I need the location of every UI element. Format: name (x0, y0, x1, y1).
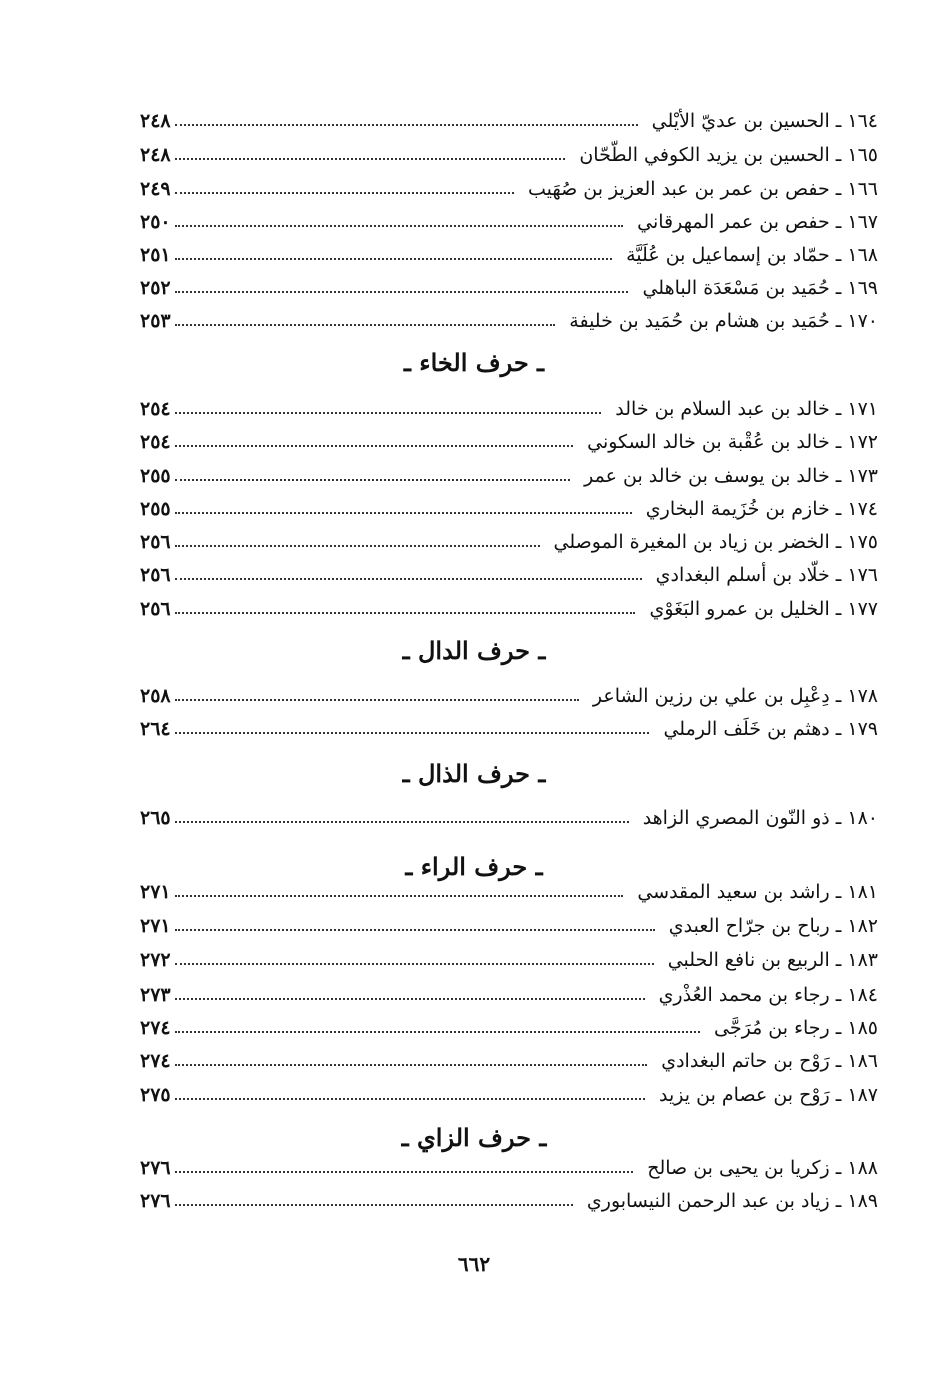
entry-title: ١٨٦ ـ رَوْح بن حاتم البغدادي (661, 1050, 878, 1072)
entry-title: ١٨٨ ـ زكريا بن يحيى بن صالح (647, 1157, 878, 1179)
entry-page-number: ٢٧٥ (140, 1084, 171, 1106)
entry-title: ١٨٠ ـ ذو النّون المصري الزاهد (642, 807, 878, 829)
entry-title: ١٨٣ ـ الربيع بن نافع الحلبي (667, 949, 878, 971)
entry-title: ١٧٨ ـ دِعْبِل بن علي بن رزين الشاعر (592, 685, 878, 707)
dot-leader (175, 192, 514, 194)
index-entry (140, 1013, 878, 1043)
index-entry (140, 494, 878, 524)
entry-title: ١٦٧ ـ حفص بن عمر المهرقاني (637, 211, 878, 233)
entry-title: ١٧٢ ـ خالد بن عُقْبة بن خالد السكوني (587, 431, 878, 453)
index-entry (140, 427, 878, 457)
entry-page-number: ٢٥٥ (140, 465, 171, 487)
index-entry (140, 1153, 878, 1183)
index-entry (140, 174, 878, 204)
index-entry (140, 803, 878, 833)
index-entry (140, 394, 878, 424)
index-entry (140, 140, 878, 170)
index-entry (140, 527, 878, 557)
index-entry (140, 461, 878, 491)
entry-page-number: ٢٧٦ (140, 1190, 171, 1212)
entry-title: ١٨١ ـ راشد بن سعيد المقدسي (637, 881, 878, 903)
index-entry (140, 714, 878, 744)
index-entry (140, 1080, 878, 1110)
entry-title: ١٧٦ ـ خلّاد بن أسلم البغدادي (655, 564, 878, 586)
index-entry (140, 681, 878, 711)
entry-title: ١٦٨ ـ حمّاد بن إسماعيل بن عُلَيَّة (626, 244, 878, 266)
section-heading: ـ حرف الخاء ـ (403, 348, 545, 377)
section-heading: ـ حرف الذال ـ (402, 759, 546, 788)
entry-page-number: ٢٥٢ (140, 277, 171, 299)
section-heading: ـ حرف الراء ـ (405, 852, 543, 881)
index-entry (140, 306, 878, 336)
entry-page-number: ٢٧٢ (140, 949, 171, 971)
dot-leader (175, 612, 636, 614)
entry-title: ١٦٦ ـ حفص بن عمر بن عبد العزيز بن صُهَيب (527, 178, 878, 200)
dot-leader (175, 412, 602, 414)
dot-leader (175, 1098, 645, 1100)
entry-page-number: ٢٥٦ (140, 531, 171, 553)
entry-page-number: ٢٥٥ (140, 498, 171, 520)
index-entry (140, 1046, 878, 1076)
dot-leader (175, 512, 632, 514)
entry-title: ١٨٧ ـ رَوْح بن عصام بن يزيد (659, 1084, 878, 1106)
dot-leader (175, 258, 612, 260)
section-heading: ـ حرف الدال ـ (402, 636, 546, 665)
entry-page-number: ٢٥٠ (140, 211, 171, 233)
index-entry (140, 207, 878, 237)
dot-leader (175, 699, 579, 701)
entry-page-number: ٢٥٣ (140, 310, 171, 332)
dot-leader (175, 998, 645, 1000)
dot-leader (175, 578, 642, 580)
dot-leader (175, 158, 566, 160)
entry-title: ١٧٣ ـ خالد بن يوسف بن خالد بن عمر (584, 465, 878, 487)
entry-title: ١٦٥ ـ الحسين بن يزيد الكوفي الطّحّان (579, 144, 878, 166)
index-entry (140, 980, 878, 1010)
index-entry (140, 240, 878, 270)
dot-leader (175, 895, 624, 897)
entry-title: ١٦٤ ـ الحسين بن عديّ الأيْلي (651, 110, 878, 132)
entry-page-number: ٢٤٩ (140, 178, 171, 200)
entry-title: ١٦٩ ـ حُمَيد بن مَسْعَدَة الباهلي (642, 277, 878, 299)
entry-page-number: ٢٥٦ (140, 598, 171, 620)
index-entry (140, 945, 878, 975)
index-entry (140, 911, 878, 941)
entry-title: ١٨٩ ـ زياد بن عبد الرحمن النيسابوري (586, 1190, 878, 1212)
entry-page-number: ٢٥٦ (140, 564, 171, 586)
entry-page-number: ٢٧١ (140, 915, 171, 937)
entry-title: ١٧١ ـ خالد بن عبد السلام بن خالد (615, 398, 878, 420)
index-entry (140, 560, 878, 590)
entry-title: ١٧٧ ـ الخليل بن عمرو البَغَوْي (649, 598, 878, 620)
entry-page-number: ٢٧٦ (140, 1157, 171, 1179)
entry-title: ١٧٥ ـ الخضر بن زياد بن المغيرة الموصلي (553, 531, 878, 553)
dot-leader (175, 225, 624, 227)
dot-leader (175, 732, 650, 734)
entry-page-number: ٢٧٤ (140, 1017, 171, 1039)
dot-leader (175, 291, 629, 293)
entry-title: ١٧٤ ـ خازم بن خُزَيمة البخاري (645, 498, 878, 520)
dot-leader (175, 324, 556, 326)
section-heading: ـ حرف الزاي ـ (401, 1123, 547, 1152)
dot-leader (175, 1031, 700, 1033)
dot-leader (175, 821, 629, 823)
dot-leader (175, 929, 655, 931)
entry-page-number: ٢٥١ (140, 244, 171, 266)
entry-page-number: ٢٤٨ (140, 144, 171, 166)
entry-page-number: ٢٥٤ (140, 398, 171, 420)
index-entry (140, 1186, 878, 1216)
dot-leader (175, 479, 571, 481)
dot-leader (175, 445, 573, 447)
entry-title: ١٨٤ ـ رجاء بن محمد العُذْري (658, 984, 878, 1006)
dot-leader (175, 1064, 648, 1066)
index-entry (140, 273, 878, 303)
entry-page-number: ٢٦٥ (140, 807, 171, 829)
index-entry (140, 877, 878, 907)
entry-page-number: ٢٤٨ (140, 110, 171, 132)
entry-page-number: ٢٥٤ (140, 431, 171, 453)
entry-title: ١٨٢ ـ رباح بن جرّاح العبدي (668, 915, 878, 937)
dot-leader (175, 124, 638, 126)
dot-leader (175, 963, 654, 965)
entry-title: ١٨٥ ـ رجاء بن مُرَجَّى (714, 1017, 878, 1039)
entry-page-number: ٢٧٤ (140, 1050, 171, 1072)
index-entry (140, 594, 878, 624)
dot-leader (175, 1171, 634, 1173)
dot-leader (175, 545, 540, 547)
entry-title: ١٧٠ ـ حُمَيد بن هشام بن حُمَيد بن خليفة (569, 310, 878, 332)
entry-page-number: ٢٧٣ (140, 984, 171, 1006)
entry-page-number: ٢٥٨ (140, 685, 171, 707)
index-entry (140, 106, 878, 136)
entry-page-number: ٢٦٤ (140, 718, 171, 740)
entry-title: ١٧٩ ـ دهثم بن خَلَف الرملي (663, 718, 878, 740)
dot-leader (175, 1204, 573, 1206)
page-number: ٦٦٢ (457, 1252, 491, 1276)
entry-page-number: ٢٧١ (140, 881, 171, 903)
